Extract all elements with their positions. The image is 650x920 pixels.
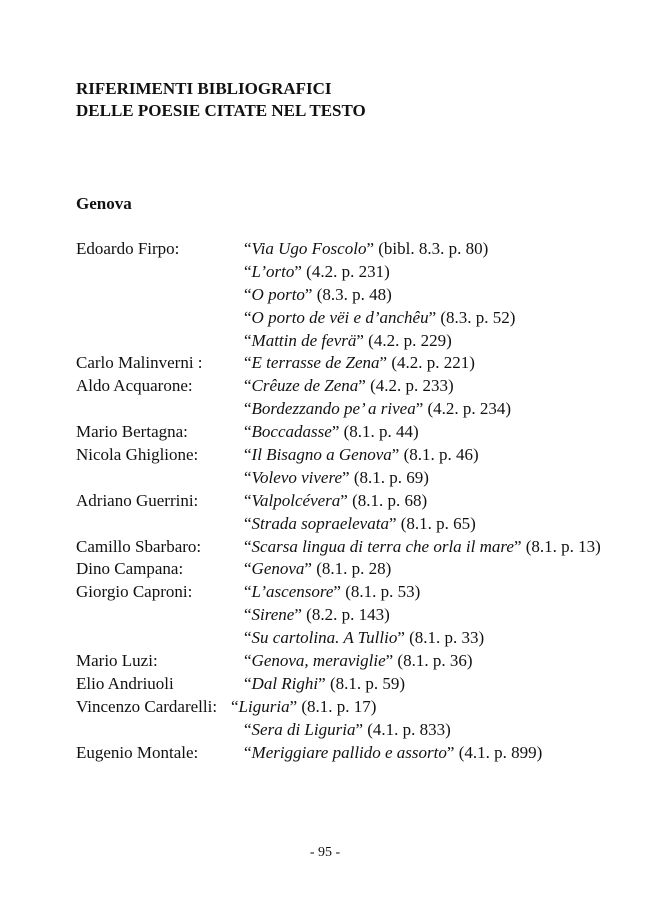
entry-author: Aldo Acquarone: [76, 376, 193, 396]
bibliography-entry [76, 696, 616, 719]
entry-work: “Crêuze de Zena” (4.2. p. 233) [244, 376, 454, 396]
entry-reference: (8.1. p. 53) [340, 582, 421, 602]
bibliography-entry [76, 284, 616, 307]
entry-author: Dino Campana: [76, 559, 184, 579]
entry-reference: (4.2. p. 234) [423, 399, 512, 419]
entry-work: “Meriggiare pallido e assorto” (4.1. p. 899) [244, 742, 543, 762]
bibliography-entry [76, 375, 616, 398]
entry-work: “Il Bisagno a Genova” (8.1. p. 46) [244, 445, 479, 465]
entry-work: “Boccadasse” (8.1. p. 44) [244, 422, 419, 442]
entry-reference: (8.1. p. 69) [349, 467, 429, 487]
entry-reference: (4.2. p. 221) [387, 353, 475, 373]
entry-title: Boccadasse [251, 422, 332, 442]
entry-title: O porto [251, 284, 305, 304]
entry-title: L’ascensore [251, 582, 334, 602]
entry-work: “Via Ugo Foscolo” (bibl. 8.3. p. 80) [244, 239, 489, 258]
entry-title: Su cartolina. A Tullio [251, 628, 398, 648]
section-title: Genova [76, 194, 132, 213]
bibliography-entry [76, 742, 616, 765]
entry-title: Scarsa lingua di terra che orla il mare [251, 536, 514, 556]
entry-reference: (bibl. 8.3. p. 80) [374, 239, 489, 258]
bibliography-entry [76, 513, 616, 536]
bibliography-entry [76, 307, 616, 330]
entry-reference: (8.1. p. 13) [521, 536, 601, 556]
entry-title: Sirene [251, 605, 295, 625]
entry-work: “E terrasse de Zena” (4.2. p. 221) [244, 353, 475, 373]
entry-author: Nicola Ghiglione: [76, 445, 199, 465]
entry-title: Valpolcévera [251, 490, 341, 510]
entry-title: Liguria [238, 696, 290, 716]
entry-title: Sera di Liguria [251, 719, 356, 739]
entry-reference: (8.1. p. 17) [297, 696, 377, 716]
entry-title: O porto de vëi e d’anchêu [251, 307, 429, 327]
entry-author: Vincenzo Cardarelli: [76, 696, 218, 716]
entry-reference: (8.1. p. 65) [396, 513, 476, 533]
entry-work: “O porto de vëi e d’anchêu” (8.3. p. 52) [244, 307, 516, 327]
entry-reference: (8.1. p. 59) [325, 673, 406, 693]
entry-author: Mario Luzi: [76, 651, 158, 671]
entry-reference: (4.1. p. 833) [363, 719, 451, 739]
bibliography-entry [76, 330, 616, 353]
entry-reference: (4.2. p. 229) [363, 330, 452, 350]
bibliography-entry [76, 352, 616, 375]
bibliography-entry [76, 719, 616, 742]
entry-work: “L’orto” (4.2. p. 231) [244, 261, 390, 281]
entry-reference: (8.3. p. 48) [312, 284, 392, 304]
entry-reference: (4.2. p. 233) [365, 376, 454, 396]
bibliography-entry [76, 650, 616, 673]
entry-title: E terrasse de Zena [251, 353, 380, 373]
entry-title: Via Ugo Foscolo [251, 239, 367, 258]
bibliography-entry [76, 261, 616, 284]
entry-author: Mario Bertagna: [76, 422, 188, 442]
entry-title: Strada sopraelevata [251, 513, 389, 533]
entry-reference: (8.2. p. 143) [301, 605, 390, 625]
entry-work: “Genova” (8.1. p. 28) [244, 559, 392, 579]
entry-reference: (8.1. p. 28) [311, 559, 392, 579]
bibliography-entry [76, 490, 616, 513]
entry-author: Camillo Sbarbaro: [76, 536, 202, 556]
entry-work: “Bordezzando pe’ a rivea” (4.2. p. 234) [244, 399, 512, 419]
entry-work: “Genova, meraviglie” (8.1. p. 36) [244, 651, 473, 671]
bibliography-entry [76, 558, 616, 581]
entry-work: “Sera di Liguria” (4.1. p. 833) [244, 719, 451, 739]
bibliography-entry [76, 604, 616, 627]
bibliography-entry [76, 673, 616, 696]
entry-work: “Liguria” (8.1. p. 17) [231, 696, 377, 716]
entry-author: Giorgio Caproni: [76, 582, 193, 602]
entry-title: Meriggiare pallido e assorto [251, 742, 447, 762]
entry-reference: (4.1. p. 899) [454, 742, 543, 762]
entry-author: Eugenio Montale: [76, 742, 199, 762]
page-number: - 95 - [309, 845, 341, 860]
entry-work: “Scarsa lingua di terra che orla il mare” (8.1. p. 13) [244, 536, 601, 556]
bibliography-entry [76, 398, 616, 421]
entry-title: Crêuze de Zena [251, 376, 359, 396]
bibliography-entry [76, 581, 616, 604]
heading-line-1: RIFERIMENTI BIBLIOGRAFICI [76, 79, 332, 98]
entry-title: Genova [251, 559, 305, 579]
entry-title: Genova, meraviglie [251, 651, 386, 671]
entry-reference: (8.1. p. 36) [393, 651, 473, 671]
entry-work: “Volevo vivere” (8.1. p. 69) [244, 467, 429, 487]
bibliography-entry [76, 238, 616, 261]
entry-reference: (8.3. p. 52) [436, 307, 516, 327]
entry-title: Mattin de fevrä [251, 330, 357, 350]
entry-title: Bordezzando pe’ a rivea [251, 399, 416, 419]
entry-work: “Dal Righi” (8.1. p. 59) [244, 673, 406, 693]
entry-work: “Su cartolina. A Tullio” (8.1. p. 33) [244, 628, 485, 648]
entry-reference: (8.1. p. 46) [399, 445, 479, 465]
entry-work: “L’ascensore” (8.1. p. 53) [244, 582, 421, 602]
bibliography-entry [76, 444, 616, 467]
entry-author: Elio Andriuoli [76, 673, 174, 693]
entry-author: Carlo Malinverni : [76, 353, 203, 373]
page-heading [76, 78, 366, 122]
entry-work: “Sirene” (8.2. p. 143) [244, 605, 390, 625]
entry-work: “Strada sopraelevata” (8.1. p. 65) [244, 513, 476, 533]
entry-title: L’orto [251, 261, 295, 281]
entry-title: Il Bisagno a Genova [251, 445, 392, 465]
entry-work: “O porto” (8.3. p. 48) [244, 284, 392, 304]
entry-reference: (8.1. p. 33) [404, 628, 485, 648]
entry-title: Volevo vivere [251, 467, 343, 487]
bibliography-list [76, 238, 616, 764]
entry-work: “Mattin de fevrä” (4.2. p. 229) [244, 330, 452, 350]
entry-author: Edoardo Firpo: [76, 239, 180, 258]
bibliography-entry [76, 421, 616, 444]
entry-title: Dal Righi [251, 673, 319, 693]
heading-line-2: DELLE POESIE CITATE NEL TESTO [76, 101, 366, 120]
entry-author: Adriano Guerrini: [76, 490, 199, 510]
entry-reference: (4.2. p. 231) [301, 261, 390, 281]
bibliography-entry [76, 627, 616, 650]
entry-reference: (8.1. p. 68) [347, 490, 428, 510]
bibliography-entry [76, 467, 616, 490]
bibliography-entry [76, 536, 616, 559]
entry-reference: (8.1. p. 44) [339, 422, 419, 442]
entry-work: “Valpolcévera” (8.1. p. 68) [244, 490, 428, 510]
